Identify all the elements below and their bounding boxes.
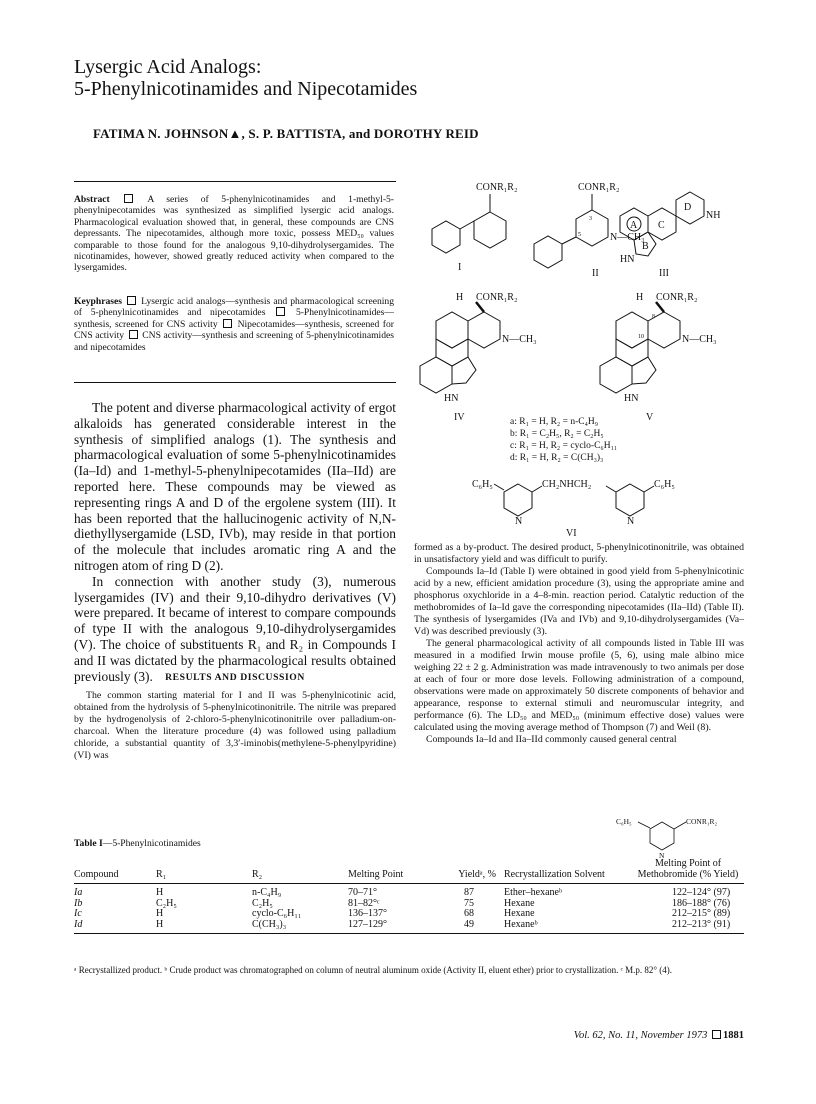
keyphrase: 5-Phenylnicotinamides—synthesis, screened for CNS activity [74, 307, 394, 330]
nh-label: NH [706, 210, 721, 221]
n-label: N [659, 851, 665, 860]
table-cell: 127–129° [348, 920, 434, 934]
ring-label-b: B [642, 241, 649, 252]
table-cell: 186–188° (76) [672, 897, 731, 909]
column-header: R₁ [156, 858, 252, 884]
structure-label-ii: II [592, 268, 599, 279]
table-cell: 87 [464, 887, 474, 898]
keyphrase: Lysergic acid analogs—synthesis and pharmacological screening of 5-phenylnicotinamides and nipecotamides [74, 296, 395, 319]
table-cell: Id [74, 920, 156, 934]
table-row [74, 909, 744, 920]
n-label: N [515, 516, 523, 527]
table-cell: C(CH₃)₃ [252, 920, 348, 934]
paragraph: In connection with another study (3), numerous lysergamides (IV) and their 9,10-dihydro derivatives (V) were prepared. It became of interest to compare compounds of type II with the analogous 9,10-dihydrolysergamides (V). The choice of substituents R₁ and R₂ in Compounds I and II was dictated by the pharmacological results obtained previously (3). [74, 573, 396, 684]
table-caption-label: Table I [74, 838, 103, 849]
abstract [74, 194, 394, 274]
structure-label-iii: III [659, 268, 669, 279]
n-ch3-label: N—CH₃ [682, 334, 717, 345]
structure-label-v: V [646, 412, 654, 423]
page-folio [520, 1030, 744, 1041]
table-cell: Hexane [504, 908, 535, 919]
vi-mid-label: CH₂NHCH₂ [542, 479, 592, 490]
box-icon [223, 319, 232, 328]
table-cell: Ether–hexaneᵇ [504, 887, 563, 898]
substituent-list [510, 417, 617, 463]
table-cell: Ib [74, 897, 83, 909]
hn-label: HN [444, 393, 459, 404]
paragraph: formed as a by-product. The desired product, 5-phenylnicotinonitrile, was obtained in unsatisfactory yield and was difficult to purify. [414, 542, 744, 565]
introduction [74, 400, 396, 684]
table-caption [74, 838, 201, 849]
table-cell: Ic [74, 908, 82, 919]
title-line-2: 5-Phenylnicotinamides and Nipecotamides [74, 78, 418, 100]
box-icon [276, 307, 285, 316]
h-label: H [456, 292, 464, 303]
keyphrase: Nipecotamides—synthesis, screened for CNS activity [74, 318, 394, 342]
results-text-left [74, 690, 396, 762]
table-cell: H [156, 908, 164, 919]
column-header: Melting Point [348, 858, 434, 884]
abstract-text: A series of 5-phenylnicotinamides and 1-methyl-5-phenylnipecotamides was synthesized as simplified lysergic acid analogs. Pharmacological evaluation showed that, in general, these compounds are CNS depressants. The nipecotamides, although more toxic, possess MED₅₀ values comparable to those found for the analogous 9,10-dihydrolysergamides. The nicotinamides, however, showed greatly reduced activity when compared to the lysergamides. [74, 194, 394, 274]
table-cell: C₂H₅ [252, 897, 273, 909]
structure-label-vi: VI [566, 528, 577, 538]
hn-label: HN [620, 254, 635, 265]
column-header: Melting Point of Methobromide (% Yield) [632, 858, 744, 884]
results-text-right [414, 542, 744, 746]
abstract-bottom-rule [74, 382, 396, 383]
table-structure [612, 812, 744, 864]
table-footnote: ᵃ Recrystallized product. ᵇ Crude product was chromatographed on column of neutral aluminum oxide (Activity II, eluent ether) prior to crystallization. ᶜ M.p. 82° (4). [74, 965, 672, 975]
n-ch3-label: N—CH₃ [610, 232, 645, 243]
n-ch3-label: N—CH₃ [502, 334, 537, 345]
abstract-label: Abstract [74, 194, 110, 205]
position-label: 5 [578, 232, 581, 238]
column-header: Compound [74, 858, 156, 884]
ring-label-a: A [630, 220, 638, 231]
struct-left-label: C₆H₅ [616, 817, 632, 826]
conr-label: CONR₁R₂ [578, 182, 620, 193]
box-icon [127, 296, 136, 305]
table-cell: 122–124° (97) [672, 887, 731, 898]
abstract-top-rule [74, 181, 396, 182]
table-cell: 212–215° (89) [672, 908, 731, 919]
conr-label: CONR₁R₂ [476, 292, 518, 303]
hn-label: HN [624, 393, 639, 404]
h-label: H [636, 292, 644, 303]
table-cell: 136–137° [348, 908, 387, 919]
table-cell: 68 [464, 908, 474, 919]
position-label: 3 [589, 216, 592, 222]
ring-label-c: C [658, 220, 665, 231]
page-number: 1881 [723, 1030, 744, 1041]
box-icon [712, 1030, 721, 1039]
paragraph: The general pharmacological activity of all compounds listed in Table III was measured in a modified Irwin mouse profile (5, 6), using male albino mice weighing 22 ± 2 g. Administration was made intravenously to two animals per dose at each of four or more dose levels. Following administration of a compound, observations were made on approximately 50 discrete components of behavior and appearance, response to external stimuli and neuromuscular integrity, and performance (6). The LD₅₀ and MED₅₀ (minimum effective dose) values were calculated using the moving average method of Thompson (7) and Weil (8). [414, 638, 744, 733]
conr-label: CONR₁R₂ [476, 182, 518, 193]
structure-v [600, 292, 717, 423]
box-icon [124, 194, 133, 203]
table-caption-text: —5-Phenylnicotinamides [102, 838, 201, 849]
position-label: 8 [652, 314, 655, 320]
vi-right-label: C₆H₅ [654, 479, 675, 490]
box-icon [129, 330, 138, 339]
author-list: FATIMA N. JOHNSON▲, S. P. BATTISTA, and DOROTHY REID [93, 126, 479, 141]
table-cell: C₂H₅ [156, 897, 177, 909]
keyphrases [74, 296, 394, 353]
section-heading: RESULTS AND DISCUSSION [165, 672, 305, 683]
table-row [74, 920, 744, 934]
substituent-a: a: R₁ = H, R₂ = n-C₄H₉ [510, 417, 599, 427]
table-row [74, 884, 744, 899]
table-cell: Ia [74, 887, 83, 898]
keyphrases-label: Keyphrases [74, 296, 122, 307]
n-label: N [627, 516, 635, 527]
data-table [74, 858, 744, 934]
structure-iv [420, 292, 537, 423]
table-cell: 49 [434, 920, 504, 934]
chemical-structures [414, 178, 744, 538]
title-line-1: Lysergic Acid Analogs: [74, 56, 262, 78]
structure-vi [472, 479, 675, 538]
table-cell: 70–71° [348, 887, 377, 898]
table-row [74, 899, 744, 910]
column-header: R₂ [252, 858, 348, 884]
table-cell: H [156, 887, 164, 898]
ring-label-d: D [684, 202, 692, 213]
table-cell: Hexaneᵇ [504, 920, 632, 934]
column-header: Yieldᵃ, % [434, 858, 504, 884]
keyphrase: CNS activity—synthesis and screening of 5-phenylnicotinamides and nipecotamides [74, 330, 394, 353]
position-label: 10 [638, 334, 644, 340]
substituent-c: c: R₁ = H, R₂ = cyclo-C₆H₁₁ [510, 441, 618, 451]
article-title [74, 56, 594, 100]
table-cell: Hexane [504, 897, 535, 909]
paragraph: Compounds Ia–Id (Table I) were obtained in good yield from 5-phenylnicotinic acid by a new, efficient amidation procedure (3), using the appropriate amine and phosphorus oxychloride in a 4–8-min. reaction period. Catalytic reduction of the methobromides of Ia–Id gave the corresponding nipecotamides (IIa–IId) (Table II). The synthesis of lysergamides (IVa and IVb) and 9,10-dihydrolysergamides (Va–Vd) was described previously (3). [414, 566, 744, 637]
paragraph: The potent and diverse pharmacological activity of ergot alkaloids has generated considerable interest in the synthesis of simplified analogs (1). The synthesis and pharmacological evaluation of some 5-phenylnicotinamides (Ia–Id) and 1-methyl-5-phenylnipecotamides (IIa–IId) are reported here. These compounds may be viewed as representing rings A and D of the ergolene system (III). It has been reported that the hallucinogenic activity of N,N-diethyllysergamide (LSD, IVb), may reside in that portion of the molecule that includes aromatic ring A and the nitrogen atom of ring D (2). [74, 400, 396, 573]
table-cell: 81–82°ᶜ [348, 897, 380, 909]
structure-label-i: I [458, 262, 462, 273]
structure-i [432, 182, 517, 273]
table-cell: H [156, 920, 252, 934]
column-header: Recrystallization Solvent [504, 858, 632, 884]
conr-label: CONR₁R₂ [656, 292, 698, 303]
table-cell: cyclo-C₆H₁₁ [252, 908, 302, 919]
table-cell: 75 [464, 897, 474, 909]
structure-label-iv: IV [454, 412, 465, 423]
journal-issue: Vol. 62, No. 11, November 1973 [573, 1030, 708, 1041]
struct-right-label: CONR₁R₂ [686, 817, 718, 826]
table-cell: 212–213° (91) [632, 920, 744, 934]
vi-left-label: C₆H₅ [472, 479, 493, 490]
table-cell: n-C₄H₉ [252, 887, 282, 898]
paragraph: Compounds Ia–Id and IIa–IId commonly caused general central [426, 734, 677, 745]
substituent-b: b: R₁ = C₂H₅, R₂ = C₂H₅ [510, 429, 604, 439]
paragraph: The common starting material for I and II was 5-phenylnicotinic acid, obtained from the hydrolysis of 5-phenylnicotinonitrile. The nitrile was prepared by the hydrogenolysis of 2-chloro-5-phenylnicotinonitrile over palladium-on-charcoal. When the literature procedure (4) was followed using palladium chloride, a substantial quantity of 3,3′-iminobis(methylene-5-phenylpyridine) (VI) was [74, 690, 396, 761]
substituent-d: d: R₁ = H, R₂ = C(CH₃)₃ [510, 453, 604, 463]
